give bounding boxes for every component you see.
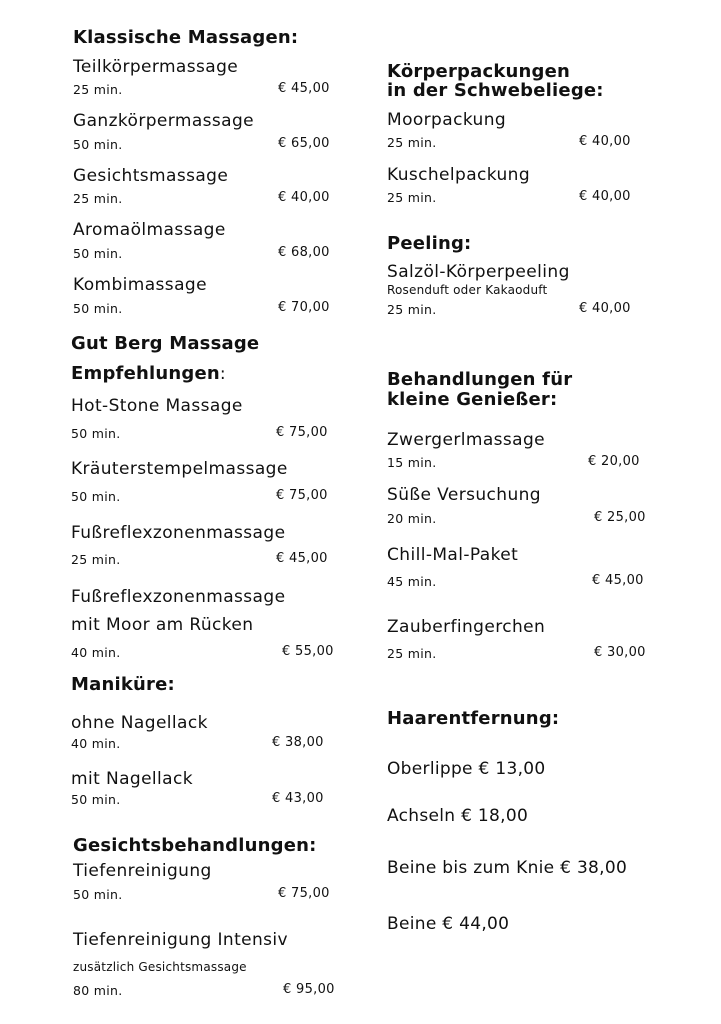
service-name: Tiefenreinigung Intensiv — [73, 930, 289, 950]
section-heading-gut-berg: Gut Berg Massage — [71, 333, 260, 354]
service-duration: 25 min. — [387, 646, 437, 661]
service-name: Tiefenreinigung — [73, 861, 212, 881]
section-heading-haarentfernung: Haarentfernung: — [387, 708, 560, 729]
section-heading-schwebeliege: in der Schwebeliege: — [387, 80, 604, 101]
service-name: Chill-Mal-Paket — [387, 545, 519, 565]
service-name: Teilkörpermassage — [73, 57, 239, 77]
section-heading-behandlungen: Behandlungen für — [387, 369, 573, 390]
service-duration: 80 min. — [73, 983, 123, 998]
service-duration: 50 min. — [71, 792, 121, 807]
service-note: Rosenduft oder Kakaoduft — [387, 283, 548, 297]
service-duration: 20 min. — [387, 511, 437, 526]
service-name: Moorpackung — [387, 110, 507, 130]
service-duration: 50 min. — [73, 246, 123, 261]
service-price: € 25,00 — [594, 510, 646, 525]
service-price: € 30,00 — [594, 645, 646, 660]
service-duration: 45 min. — [387, 574, 437, 589]
service-price: € 45,00 — [276, 551, 328, 566]
service-name: Fußreflexzonenmassage — [71, 523, 286, 543]
service-duration: 50 min. — [73, 301, 123, 316]
section-heading-gesichtsbehandlungen: Gesichtsbehandlungen: — [73, 835, 317, 856]
section-heading-peeling: Peeling: — [387, 233, 472, 254]
service-price: € 43,00 — [272, 791, 324, 806]
service-name: ohne Nagellack — [71, 713, 208, 733]
service-price: € 68,00 — [278, 245, 330, 260]
service-name: Süße Versuchung — [387, 485, 541, 505]
section-heading-manikuere: Maniküre: — [71, 674, 175, 695]
service-duration: 50 min. — [73, 887, 123, 902]
service-duration: 40 min. — [71, 645, 121, 660]
service-name: Zwergerlmassage — [387, 430, 546, 450]
hair-removal-item: Beine € 44,00 — [387, 914, 510, 934]
service-name: mit Nagellack — [71, 769, 193, 789]
service-price: € 40,00 — [579, 189, 631, 204]
service-price: € 40,00 — [579, 301, 631, 316]
service-name: Gesichtsmassage — [73, 166, 229, 186]
service-name: Zauberfingerchen — [387, 617, 546, 637]
service-price: € 55,00 — [282, 644, 334, 659]
service-name: Ganzkörpermassage — [73, 111, 255, 131]
service-price: € 40,00 — [278, 190, 330, 205]
section-heading-empfehlungen — [71, 363, 226, 384]
service-name: Fußreflexzonenmassage — [71, 587, 286, 607]
service-price: € 65,00 — [278, 136, 330, 151]
service-price: € 45,00 — [592, 573, 644, 588]
service-name: Salzöl-Körperpeeling — [387, 262, 570, 282]
section-heading-koerperpackungen: Körperpackungen — [387, 61, 571, 82]
service-price: € 40,00 — [579, 134, 631, 149]
heading-text: Empfehlungen — [71, 363, 220, 384]
hair-removal-item: Beine bis zum Knie € 38,00 — [387, 858, 628, 878]
service-name: Hot-Stone Massage — [71, 396, 243, 416]
service-duration: 15 min. — [387, 455, 437, 470]
service-name: Kuschelpackung — [387, 165, 531, 185]
service-price: € 45,00 — [278, 81, 330, 96]
service-name: Aromaölmassage — [73, 220, 226, 240]
section-heading-kleine-geniesser: kleine Genießer: — [387, 389, 558, 410]
service-price: € 75,00 — [276, 488, 328, 503]
service-duration: 25 min. — [71, 552, 121, 567]
service-price: € 20,00 — [588, 454, 640, 469]
service-duration: 25 min. — [387, 302, 437, 317]
service-duration: 50 min. — [73, 137, 123, 152]
service-name: Kombimassage — [73, 275, 207, 295]
service-price: € 75,00 — [276, 425, 328, 440]
service-duration: 50 min. — [71, 489, 121, 504]
heading-colon: : — [219, 364, 226, 384]
service-name: Kräuterstempelmassage — [71, 459, 288, 479]
service-price: € 95,00 — [283, 982, 335, 997]
service-duration: 25 min. — [73, 82, 123, 97]
hair-removal-item: Oberlippe € 13,00 — [387, 759, 546, 779]
service-duration: 25 min. — [387, 190, 437, 205]
service-price: € 75,00 — [278, 886, 330, 901]
service-price: € 38,00 — [272, 735, 324, 750]
service-name-line2: mit Moor am Rücken — [71, 615, 254, 635]
service-note: zusätzlich Gesichtsmassage — [73, 960, 247, 974]
hair-removal-item: Achseln € 18,00 — [387, 806, 529, 826]
service-duration: 50 min. — [71, 426, 121, 441]
service-duration: 25 min. — [73, 191, 123, 206]
service-duration: 40 min. — [71, 736, 121, 751]
section-heading-klassische-massagen: Klassische Massagen: — [73, 27, 299, 48]
service-price: € 70,00 — [278, 300, 330, 315]
service-duration: 25 min. — [387, 135, 437, 150]
